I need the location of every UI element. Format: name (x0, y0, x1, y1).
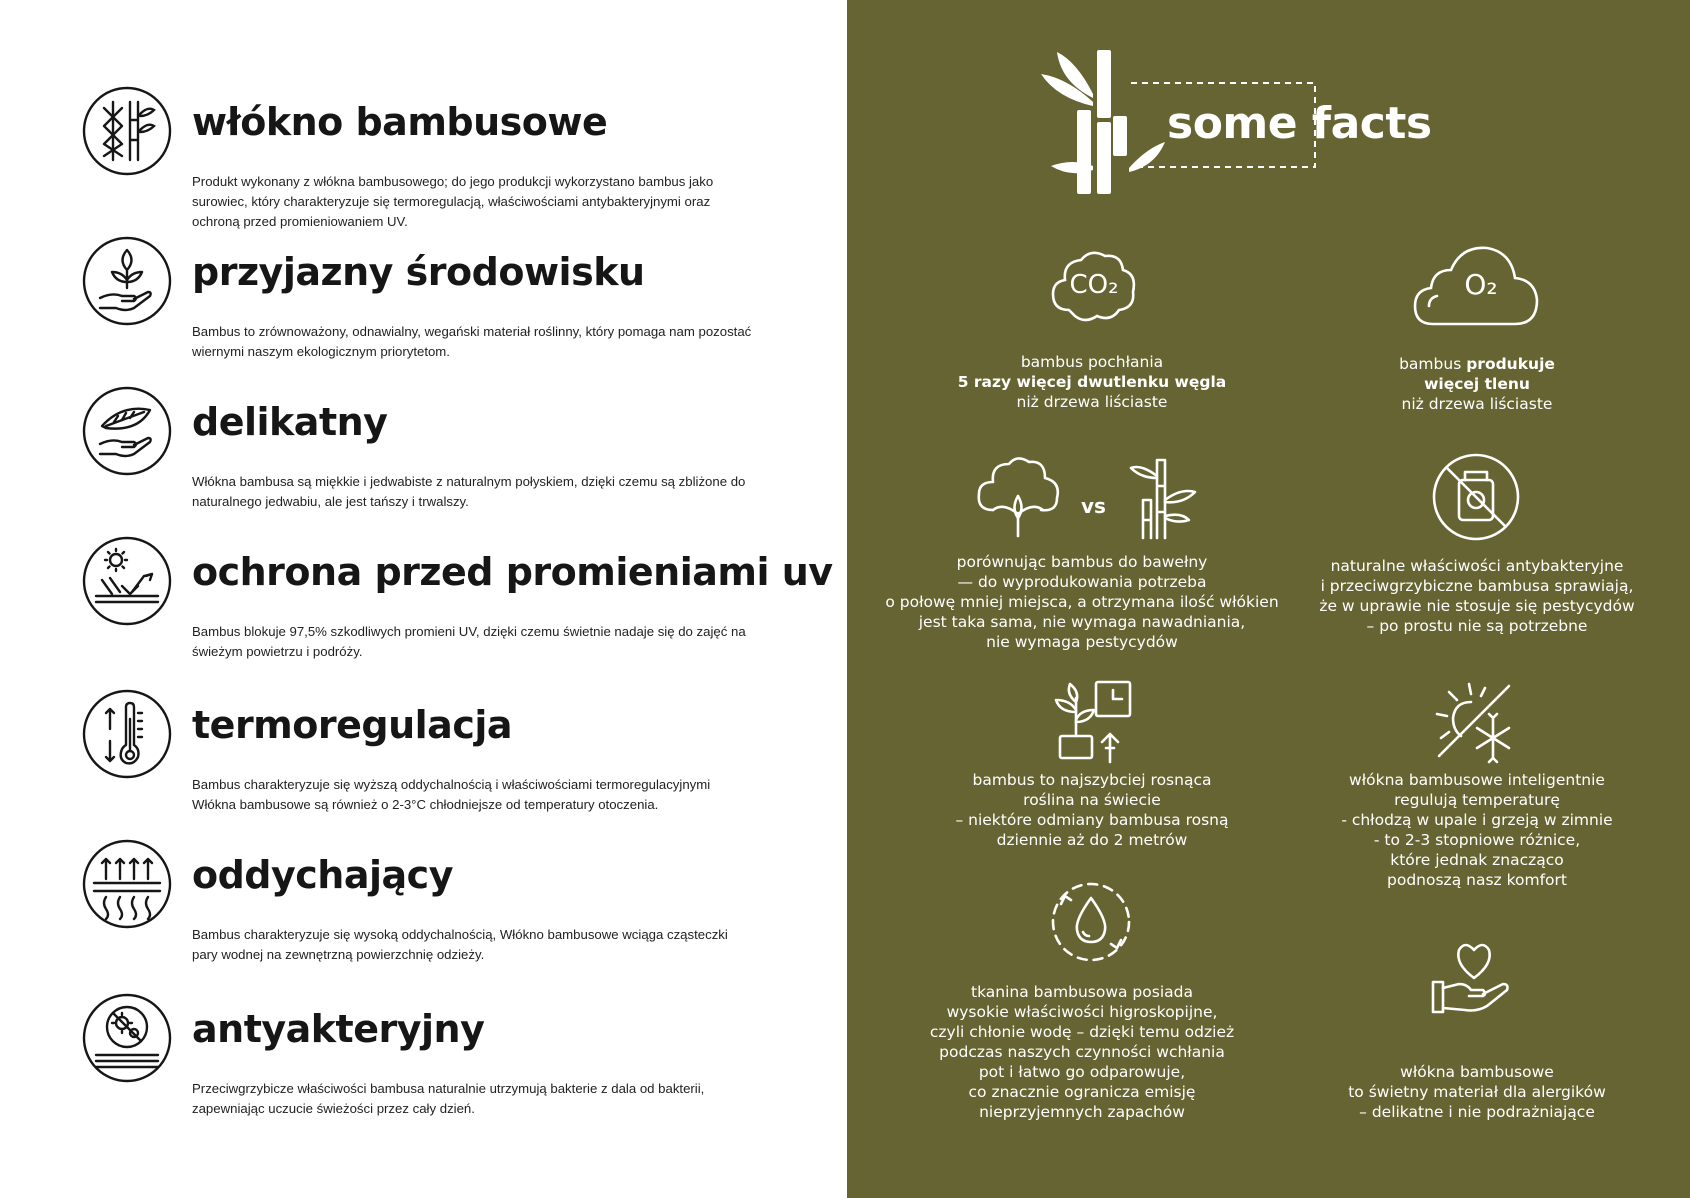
facts-panel (847, 0, 1690, 1198)
fact-line: włókna bambusowe (1400, 1063, 1554, 1081)
o2-label: O₂ (1464, 268, 1498, 301)
thermometer-icon (82, 689, 172, 779)
fact-line: naturalne właściwości antybakteryjne (1330, 557, 1624, 575)
fact-line: podnoszą nasz komfort (1387, 871, 1567, 889)
fact-water (867, 982, 1297, 1122)
fact-line: tkanina bambusowa posiada (971, 983, 1193, 1001)
uv-protection-icon (82, 536, 172, 626)
co2-cloud-icon (1045, 240, 1141, 336)
fact-line: czyli chłonie wodę – dzięki temu odzież (929, 1023, 1235, 1041)
feature-thermoregulation (82, 689, 842, 819)
fact-allergy (1277, 1062, 1677, 1122)
fact-line: co znacznie ogranicza emisję (968, 1083, 1196, 1101)
vs-label: vs (1081, 494, 1106, 518)
fact-line: że w uprawie nie stosuje się pestycydów (1319, 597, 1635, 615)
fact-line: podczas naszych czynności wchłania (939, 1043, 1225, 1061)
feature-eco-friendly (82, 236, 842, 366)
bamboo-fiber-icon (82, 86, 172, 176)
fact-line: nieprzyjemnych zapachów (979, 1103, 1185, 1121)
feature-title: ochrona przed promieniami uv (192, 550, 833, 594)
fact-line: — do wyprodukowania potrzeba (957, 573, 1207, 591)
sun-snowflake-icon (1431, 678, 1517, 764)
fact-line: to świetny materiał dla alergików (1348, 1083, 1606, 1101)
facts-title: some facts (1167, 98, 1432, 149)
fact-line: regulują temperaturę (1394, 791, 1560, 809)
fact-highlight: więcej tlenu (1424, 375, 1530, 393)
bamboo-stalks-icon (1123, 450, 1203, 540)
fact-line: włókna bambusowe inteligentnie (1349, 771, 1605, 789)
fact-line: i przeciwgrzybiczne bambusa sprawiają, (1320, 577, 1634, 595)
fact-co2 (887, 352, 1297, 412)
fact-line: roślina na świecie (1023, 791, 1161, 809)
fact-line: o połowę mniej miejsca, a otrzymana ilość włókien (885, 593, 1279, 611)
fact-line: – po prostu nie są potrzebne (1366, 617, 1588, 635)
fast-growth-icon (1050, 678, 1136, 764)
cotton-icon (973, 452, 1063, 538)
feature-title: antyakteryjny (192, 1007, 485, 1051)
feature-antibacterial (82, 993, 842, 1123)
fact-line: bambus to najszybciej rosnąca (972, 771, 1212, 789)
water-drop-icon (1049, 880, 1133, 964)
fact-cotton (867, 552, 1297, 652)
fact-line: bambus (1399, 355, 1467, 373)
fact-highlight: produkuje (1466, 355, 1555, 373)
antibacterial-icon (82, 993, 172, 1083)
feature-title: włókno bambusowe (192, 100, 608, 144)
fact-line: niż drzewa liściaste (1401, 395, 1553, 413)
feature-uv-protection (82, 536, 842, 666)
fact-o2 (1277, 354, 1677, 414)
feather-hand-icon (82, 386, 172, 476)
feature-title: przyjazny środowisku (192, 250, 645, 294)
feature-description: Bambus blokuje 97,5% szkodliwych promieni UV, dzięki czemu świetnie nadaje się do zajęć na świeżym powietrzu i podróży. (192, 624, 746, 659)
feature-description: Produkt wykonany z włókna bambusowego; do jego produkcji wykorzystano bambus jako surowiec, który charakteryzuje się termoregulacją, właściwościami antybakteryjnymi oraz ochroną przed promieniowaniem UV. (192, 174, 714, 229)
breathable-fabric-icon (82, 839, 172, 929)
fact-line: dziennie aż do 2 metrów (996, 831, 1188, 849)
feature-title: oddychający (192, 853, 453, 897)
plant-hand-icon (82, 236, 172, 326)
feature-description: Przeciwgrzybicze właściwości bambusa naturalnie utrzymują bakterie z dala od bakterii, zapewniając uczucie świeżości przez cały dzień. (192, 1081, 705, 1116)
feature-title: termoregulacja (192, 703, 513, 747)
co2-label: CO₂ (1069, 270, 1119, 300)
fact-temperature (1277, 770, 1677, 890)
fact-line: jest taka sama, nie wymaga nawadniania, (918, 613, 1246, 631)
feature-description: Włókna bambusa są miękkie i jedwabiste z naturalnym połyskiem, dzięki czemu są zbliżone do naturalnego jedwabiu, ale jest tańszy i trwalszy. (192, 474, 746, 509)
feature-breathable (82, 839, 842, 969)
feature-description: Bambus charakteryzuje się wysoką oddychalnością, Włókno bambusowe wciąga cząsteczki pary wodnej na zewnętrzną powierzchnię odzieży. (192, 927, 728, 962)
heart-hand-icon (1429, 938, 1519, 1018)
feature-description: Bambus charakteryzuje się wyższą oddychalnością i właściwościami termoregulacyjnymi Włókna bambusowe są również o 2-3°C chłodniejsze od temperatury otoczenia. (192, 777, 711, 812)
fact-growth (887, 770, 1297, 850)
o2-cloud-icon (1411, 240, 1541, 330)
fact-line: które jednak znacząco (1390, 851, 1564, 869)
fact-line: - chłodzą w upale i grzeją w zimnie (1341, 811, 1613, 829)
fact-line: – delikatne i nie podrażniające (1359, 1103, 1595, 1121)
fact-line: porównując bambus do bawełny (956, 553, 1208, 571)
fact-line: nie wymaga pestycydów (986, 633, 1178, 651)
feature-delicate (82, 386, 842, 516)
feature-description: Bambus to zrównoważony, odnawialny, wegański materiał roślinny, który pomaga nam pozostać wiernymi naszym ekologicznym priorytetom. (192, 324, 752, 359)
fact-line: wysokie właściwości higroskopijne, (946, 1003, 1218, 1021)
fact-pesticide (1277, 556, 1677, 636)
feature-title: delikatny (192, 400, 388, 444)
fact-line: - to 2-3 stopniowe różnice, (1373, 831, 1581, 849)
feature-bamboo-fiber (82, 86, 842, 229)
fact-highlight: 5 razy więcej dwutlenku węgla (957, 373, 1227, 391)
fact-line: niż drzewa liściaste (1016, 393, 1168, 411)
fact-line: bambus pochłania (1020, 353, 1164, 371)
fact-line: – niektóre odmiany bambusa rosną (955, 811, 1229, 829)
no-pesticide-icon (1431, 452, 1521, 542)
fact-line: pot i łatwo go odparowuje, (978, 1063, 1186, 1081)
